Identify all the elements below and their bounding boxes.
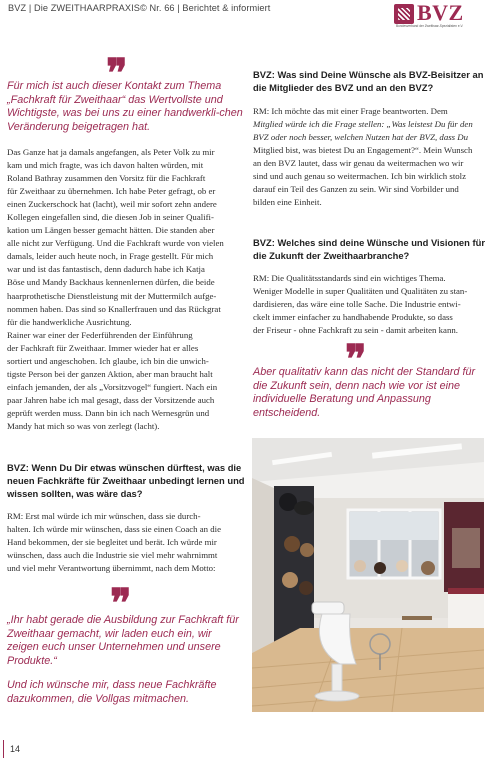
text-line: war und ist das fantastisch, denn dadurch habe ich Katja	[7, 264, 205, 275]
text-line: BVZ oder noch besser, welchen Nutzen hat der BVZ, dass Du	[253, 132, 469, 143]
text-line: für die handwerkliche Ausrichtung.	[7, 316, 132, 327]
text-line: RM: Die Qualitätsstandards sind ein wichtiges Thema.	[253, 273, 446, 283]
question-new-experts: BVZ: Wenn Du Dir etwas wünschen dürftest, was die neuen Fachkräfte für Zweithaar unbedingt lernen und wissen sollten, was wäre das?	[7, 462, 245, 499]
text-line: Roland Bathray zusammen den Vorsitz für die Fachkraft	[7, 173, 206, 184]
text-line: RM: Erst mal würde ich mir wünschen, dass sie durch-	[7, 511, 201, 521]
salon-photo	[252, 438, 484, 712]
text-line: darauf ein Teil des Ganzen zu sein. Wir sind Vorbilder und	[253, 184, 459, 195]
text-line: RM: Ich möchte das mit einer Frage beantworten. Dem	[253, 106, 448, 116]
text-line: sind und auch genau so weitermachen. Ich bin wirklich stolz	[253, 171, 467, 182]
text-line: paar Jahren habe ich mal gesagt, dass der Vorsitzende auch	[7, 394, 215, 405]
text-line: kation um Längen besser gemacht hätten. Die standen aber	[7, 225, 215, 236]
quote-mark-icon: ❞	[106, 51, 128, 96]
pull-quote-bottom-2: Und ich wünsche mir, dass neue Fachkräfte dazukommen, die Vollgas mitmachen.	[7, 679, 217, 705]
text-line: Das Ganze hat ja damals angefangen, als Peter Volk zu mir	[7, 147, 215, 157]
text-line: ckelt immer einfacher zu handhabende Produkte, so dass	[253, 312, 453, 323]
answer-wishes-members	[253, 105, 484, 209]
text-line: Kollegen eingefallen sind, die diesen Job in seiner Qualifi-	[7, 212, 214, 223]
text-line: bilden eine Einheit.	[253, 197, 322, 208]
quote-mark-icon: ❞	[345, 337, 367, 382]
text-line: einen Zuckerschock hat (lacht), weil mir sofort zehn andere	[7, 199, 217, 210]
text-line: nommen haben. Das sind so Knallerfrauen und das Rückgrat	[7, 303, 221, 314]
text-line: kam und mich fragte, was ich davon halten würden, mit	[7, 160, 204, 171]
text-line: tigste Person bei der ganzen Aktion, aber man braucht halt	[7, 368, 213, 379]
text-line: der Friseur - ohne Fachkraft zu sein - damit arbeiten kann.	[253, 325, 458, 336]
text-line: für Zweithaar zu übernehmen. Ich habe Peter gefragt, ob er	[7, 186, 216, 197]
text-line: sortiert und angeschoben. Ich glaube, ich bin die unwich-	[7, 355, 209, 366]
page-number-bar	[3, 740, 4, 758]
pull-quote-right: Aber qualitativ kann das nicht der Standard für die Zukunft sein, denn nach wie vor ist eine individuelle Beratung und Anpassung entscheidend.	[253, 366, 476, 419]
text-line: halten. Ich würde mir wünschen, dass sie einen Coach an die	[7, 524, 221, 535]
text-line: einfach jemanden, der als „Vorsitzvogel“ fungiert. Nach ein	[7, 381, 218, 392]
text-line: alle nicht zur Verfügung. Und die Fachkraft wurde von vielen	[7, 238, 224, 249]
text-line: haarprothetische Dienstleistung mit der Muttermilch aufge-	[7, 290, 217, 301]
left-body-text	[7, 146, 244, 433]
text-line: Weniger Modelle in super Qualitäten und Qualitäten zu stan-	[253, 286, 468, 297]
text-line: Böse und Mandy Backhaus kennenlernen dürfen, die beide	[7, 277, 215, 288]
text-line: und viel mehr Verantwortung übernimmt, nach dem Motto:	[7, 563, 216, 574]
bvz-logo-subtitle: Bundesverband der Zweithaar-Spezialisten e.V.	[396, 24, 464, 28]
bvz-logo-mark-icon	[394, 4, 414, 24]
quote-mark-icon: ❞	[110, 581, 132, 626]
question-wishes-members: BVZ: Was sind Deine Wünsche als BVZ-Beisitzer an die Mitglieder des BVZ und an den BVZ?	[253, 69, 484, 93]
answer-new-experts	[7, 510, 244, 575]
pull-quote-left: Für mich ist auch dieser Kontakt zum Thema „Fachkraft für Zweithaar“ das Wertvollste und Wichtigste, was bei uns zu einer handwerkli-chen Veränderung beigetragen hat.	[7, 80, 243, 133]
text-line: dardisieren, das wäre eine tolle Sache. Die Industrie entwi-	[253, 299, 461, 310]
page-header: BVZ | Die ZWEITHAARPRAXIS© Nr. 66 | Berichtet & informiert	[8, 3, 271, 13]
bvz-logo-letters: BVZ	[417, 0, 464, 25]
page-number: 14	[10, 744, 21, 754]
text-line: an den BVZ lautet, dass wir genau da weitermachen wo wir	[253, 158, 464, 169]
text-line: geprüft werden muss. Dann bin ich nach Wernesgrün und	[7, 407, 210, 418]
text-line: Hand bekommen, der sie begleitet und berät. Ich würde mir	[7, 537, 217, 548]
text-line: Rainer war einer der Federführenden der Einführung	[7, 329, 193, 340]
bvz-logo	[394, 0, 486, 29]
question-future: BVZ: Welches sind deine Wünsche und Visionen für die Zukunft der Zweithaarbranche?	[253, 237, 485, 261]
answer-future	[253, 272, 484, 337]
text-line: Mandy hat mich so was von zerlegt (lacht).	[7, 420, 160, 431]
pull-quote-bottom: „Ihr habt gerade die Ausbildung zur Fachkraft für Zweithaar gemacht, wir laden euch ein, wir zeigen euch unser Unternehmen und unsere Produkte.“	[7, 614, 239, 667]
text-line: der Fachkraft für Zweithaar. Immer wieder hat er alles	[7, 342, 199, 353]
text-line: wünschen, dass auch die Industrie sie viel mehr wahrnimmt	[7, 550, 218, 561]
text-line: Mitglied bist, was bietest Du an Engagement?“. Mein Wunsch	[253, 145, 473, 156]
text-line: Mitglied würde ich die Frage stellen: „Was leistest Du für den	[253, 119, 473, 130]
text-line: damals, leider auch heute noch, in Frage gestellt. Für mich	[7, 251, 214, 262]
